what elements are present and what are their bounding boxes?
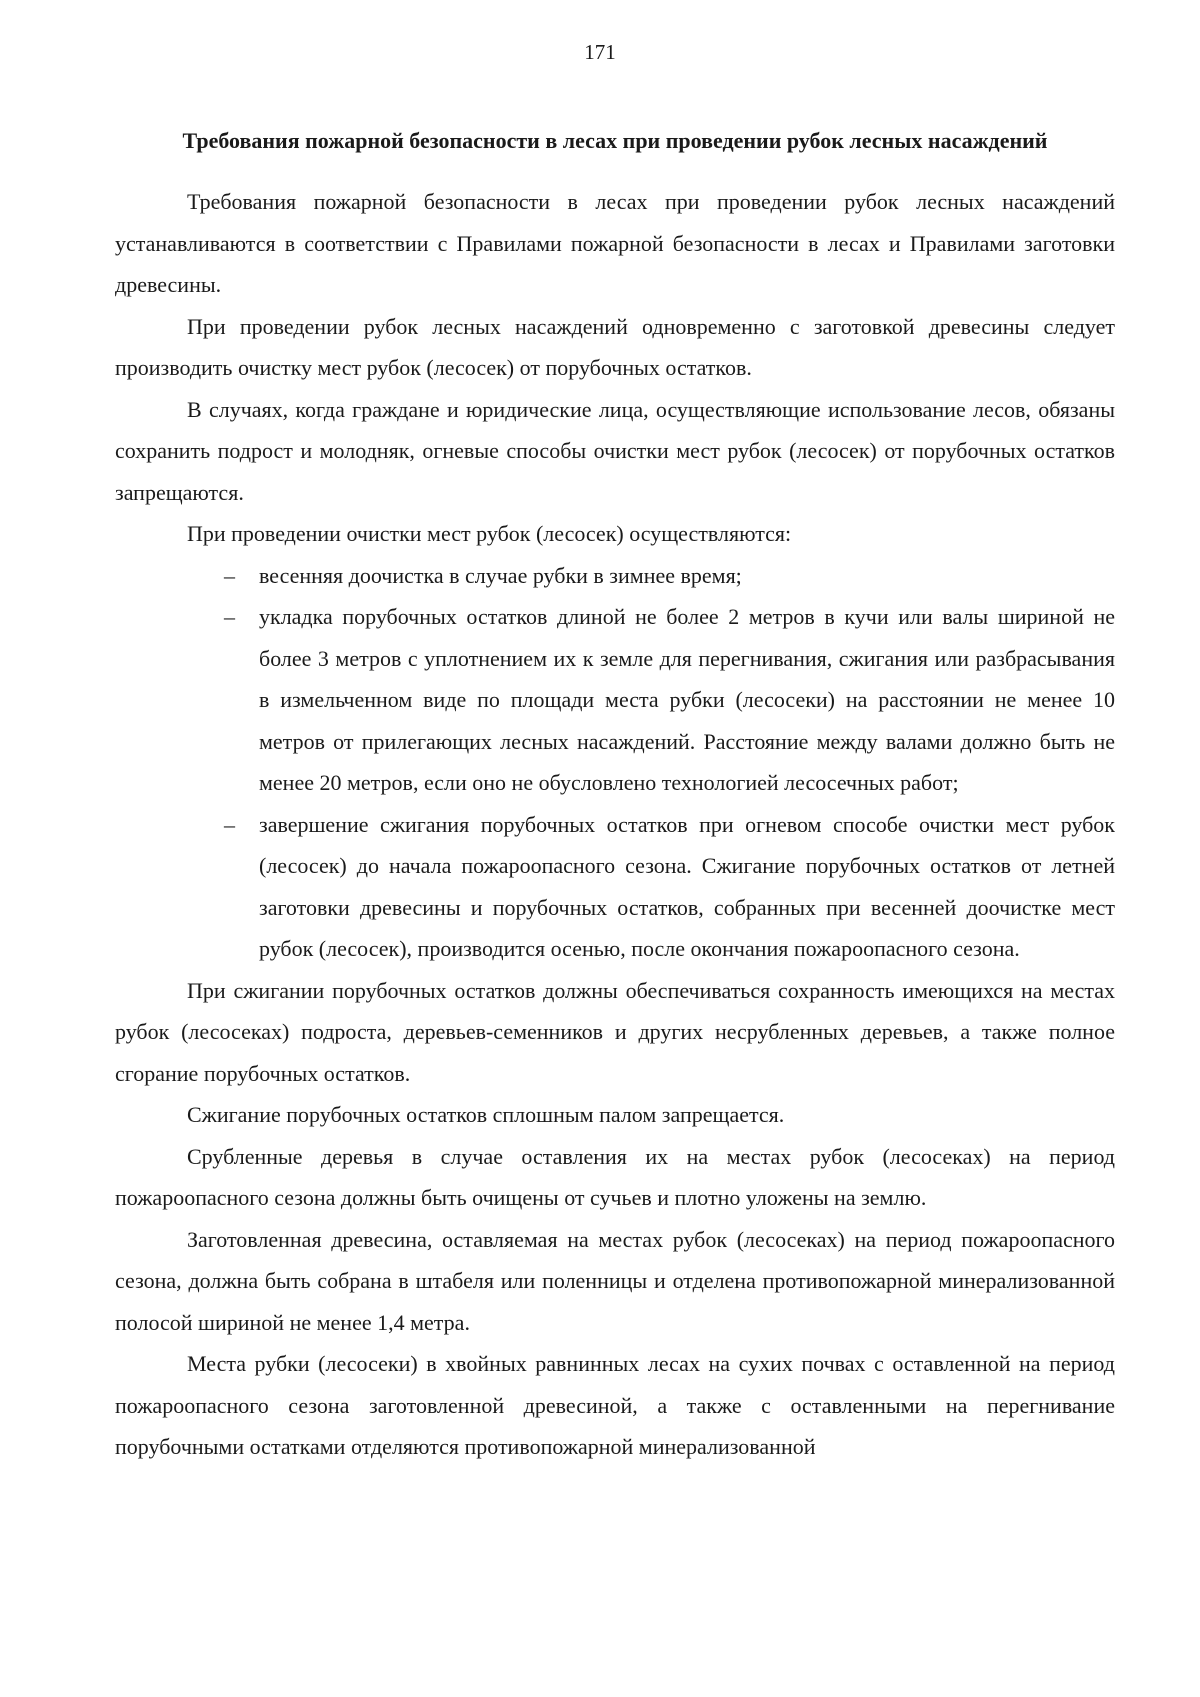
list-item: [115, 596, 1115, 804]
body-paragraph: Срубленные деревья в случае оставления их на местах рубок (лесосеках) на период пожароопасного сезона должны быть очищены от сучьев и плотно уложены на землю.: [115, 1143, 1115, 1210]
document-body: [115, 181, 1115, 1468]
cleanup-measures-list: [115, 555, 1115, 970]
list-item-text: завершение сжигания порубочных остатков при огневом способе очистки мест рубок (лесосек) до начала пожароопасного сезона. Сжигание порубочных остатков от летней заготовки древесины и порубочных остатков, собранных при весенней доочистке мест рубок (лесосек), производится осенью, после окончания пожароопасного сезона.: [259, 811, 1115, 961]
list-item-text: весенняя доочистка в случае рубки в зимнее время;: [259, 562, 742, 588]
body-paragraph: В случаях, когда граждане и юридические лица, осуществляющие использование лесов, обязаны сохранить подрост и молодняк, огневые способы очистки мест рубок (лесосек) от порубочных остатков запрещаются.: [115, 396, 1115, 505]
body-paragraph: При сжигании порубочных остатков должны обеспечиваться сохранность имеющихся на местах рубок (лесосеках) подроста, деревьев-семенников и других несрубленных деревьев, а также полное сгорание порубочных остатков.: [115, 977, 1115, 1086]
list-intro-paragraph: При проведении очистки мест рубок (лесосек) осуществляются:: [187, 521, 792, 546]
dash-bullet: –: [224, 604, 235, 629]
body-paragraph: Заготовленная древесина, оставляемая на местах рубок (лесосеках) на период пожароопасного сезона, должна быть собрана в штабеля или поленницы и отделена противопожарной минерализованной полосой шириной не менее 1,4 метра.: [115, 1226, 1115, 1335]
body-paragraph: Требования пожарной безопасности в лесах при проведении рубок лесных насаждений устанавливаются в соответствии с Правилами пожарной безопасности в лесах и Правилами заготовки древесины.: [115, 189, 1115, 297]
body-paragraph: При проведении рубок лесных насаждений одновременно с заготовкой древесины следует производить очистку мест рубок (лесосек) от порубочных остатков.: [115, 313, 1115, 380]
list-item: [115, 804, 1115, 970]
body-paragraph: Сжигание порубочных остатков сплошным палом запрещается.: [187, 1102, 785, 1127]
dash-bullet: –: [224, 562, 235, 588]
dash-bullet: –: [224, 811, 235, 837]
page-number: 171: [584, 40, 616, 64]
list-item-text: укладка порубочных остатков длиной не более 2 метров в кучи или валы шириной не более 3 метров с уплотнением их к земле для перегнивания, сжигания или разбрасывания в измельченном виде по площади места рубки (лесосеки) на расстоянии не менее 10 метров от прилегающих лесных насаждений. Расстояние между валами должно быть не менее 20 метров, если оно не обусловлено технологией лесосечных работ;: [259, 604, 1115, 795]
list-item: [115, 555, 1115, 597]
body-paragraph: Места рубки (лесосеки) в хвойных равнинных лесах на сухих почвах с оставленной на период пожароопасного сезона заготовленной древесиной, а также с оставленными на перегнивание порубочными остатками отделяются противопожарной минерализованной: [115, 1351, 1115, 1459]
page-title: Требования пожарной безопасности в лесах при проведении рубок лесных насаждений: [182, 128, 1048, 153]
